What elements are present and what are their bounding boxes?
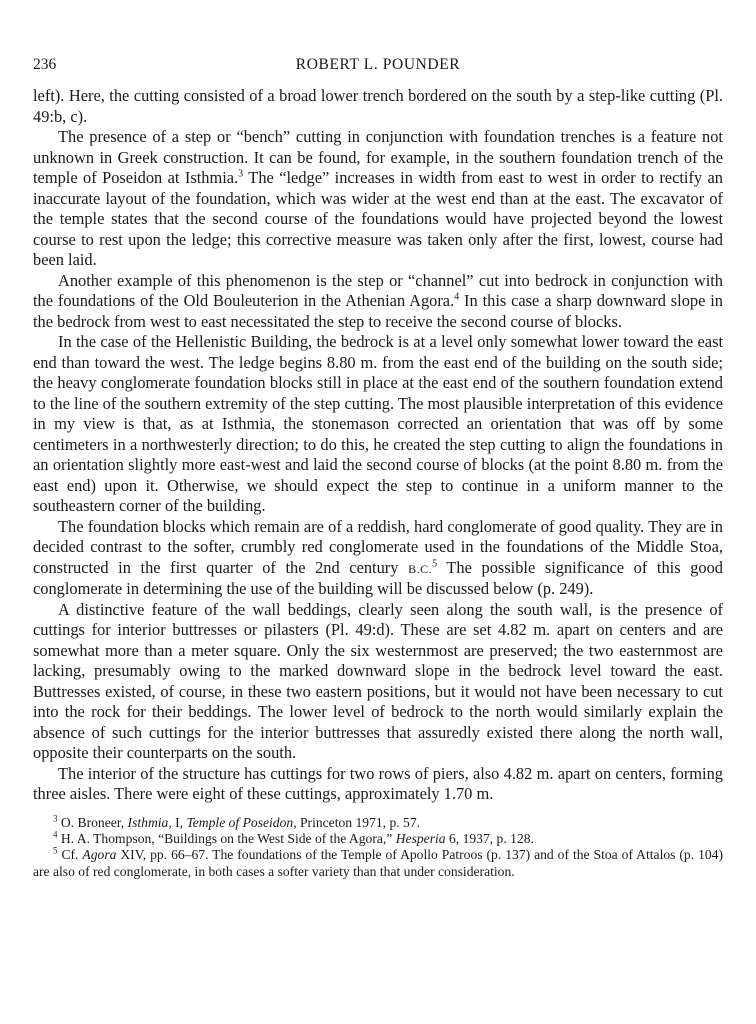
footnote-mark: 5	[53, 845, 58, 856]
footnote-3: $^3$ O. Broneer, Isthmia, I, Temple of Poseidon, Princeton 1971, p. 57.	[53, 812, 421, 830]
paragraph-6: A distinctive feature of the wall beddings, clearly seen along the south wall, is the presence of cuttings for interior buttresses or pilasters (Pl. 49:d). These are set 4.82 m. apart on centers and are somewhat more than a meter square. Only the six westernmost are preserved; the two easternmost are lacking, presumably owing to the marked downward slope in the bedrock level toward the east. Buttresses existed, of course, in these two eastern positions, but it would not have been necessary to cut into the rock for their beddings. The lower level of bedrock to the north would similarly explain the absence of such cuttings for the interior buttresses that assuredly existed there along the north wall, opposite their counterparts on the south.	[33, 599, 723, 762]
footnote-series: Agora	[82, 847, 117, 863]
footnote-title: Isthmia	[127, 814, 169, 830]
footnote-ref-5[interactable]: 5	[432, 558, 438, 570]
footnote-5: $^5$ Cf. Agora XIV, pp. 66–67. The foundations of the Temple of Apollo Patroos (p. 137) and of the Stoa of Attalos (p. 104) are also of red conglomerate, in both cases a softer variety than that under consideration.	[33, 845, 723, 879]
footnote-journal: Hesperia	[395, 830, 446, 846]
footnote-4: $^4$ H. A. Thompson, “Buildings on the West Side of the Agora,” Hesperia 6, 1937, p. 128.	[53, 829, 534, 846]
paragraph-7: The interior of the structure has cuttings for two rows of piers, also 4.82 m. apart on centers, forming three aisles. There were eight of these cuttings, approximately 1.70 m.	[33, 763, 723, 803]
body-text	[33, 86, 723, 805]
running-head-author: ROBERT L. POUNDER	[295, 56, 461, 73]
paragraph-2: The presence of a step or “bench” cutting in conjunction with foundation trenches is a feature not unknown in Greek construction. It can be found, for example, in the southern foundation trench of the temple of Poseidon at Isthmia.$^3$ The “ledge” increases in width from east to west in order to rectify an inaccurate layout of the foundation, which was wider at the west end than at the east. The excavator of the temple states that the second course of the foundations would have projected beyond the lowest course to rest upon the ledge; this corrective measure was taken only after the first, lowest, course had been laid.	[33, 127, 724, 269]
page-number: 236	[33, 56, 57, 73]
page	[33, 56, 723, 880]
paragraph-5: The foundation blocks which remain are of a reddish, hard conglomerate of good quality. They are in decided contrast to the softer, crumbly red conglomerate used in the foundations of the Middle Stoa, constructed in the first quarter of the 2nd century B.C.$^5$ The possible significance of this good conglomerate in determining the use of the building will be discussed below (p. 249).	[33, 516, 723, 598]
paragraph-3: Another example of this phenomenon is the step or “channel” cut into bedrock in conjunction with the foundations of the Old Bouleuterion in the Athenian Agora.$^4$ In this case a sharp downward slope in the bedrock from west to east necessitated the step to receive the second course of blocks.	[33, 270, 723, 331]
running-head	[33, 56, 723, 78]
era-abbreviation: B.C.	[408, 561, 433, 576]
footnotes	[33, 812, 723, 881]
paragraph-4: In the case of the Hellenistic Building, the bedrock is at a level only somewhat lower toward the east end than toward the west. The ledge begins 8.80 m. from the east end of the building on the south side; the heavy conglomerate foundation blocks still in place at the east end of the southern foundation extend to the line of the southern extremity of the step cutting. The most plausible interpretation of this evidence in my view is that, as at Isthmia, the stonemason corrected an orientation that was off by some centimeters in a northwesterly direction; to do this, he created the step cutting to align the foundations in an orientation slightly more east-west and laid the second course of blocks (at the point 8.80 m. from the east end) upon it. Otherwise, we should expect the step to continue in a uniform manner to the southeastern corner of the building.	[33, 332, 723, 515]
footnote-title: Temple of Poseidon	[186, 814, 294, 830]
footnote-mark: 3	[53, 812, 58, 823]
paragraph-1: left). Here, the cutting consisted of a broad lower trench bordered on the south by a step-like cutting (Pl. 49:b, c).	[33, 86, 723, 126]
footnote-ref-4[interactable]: 4	[454, 291, 460, 303]
footnote-ref-3[interactable]: 3	[238, 168, 244, 180]
footnote-mark: 4	[53, 829, 58, 840]
